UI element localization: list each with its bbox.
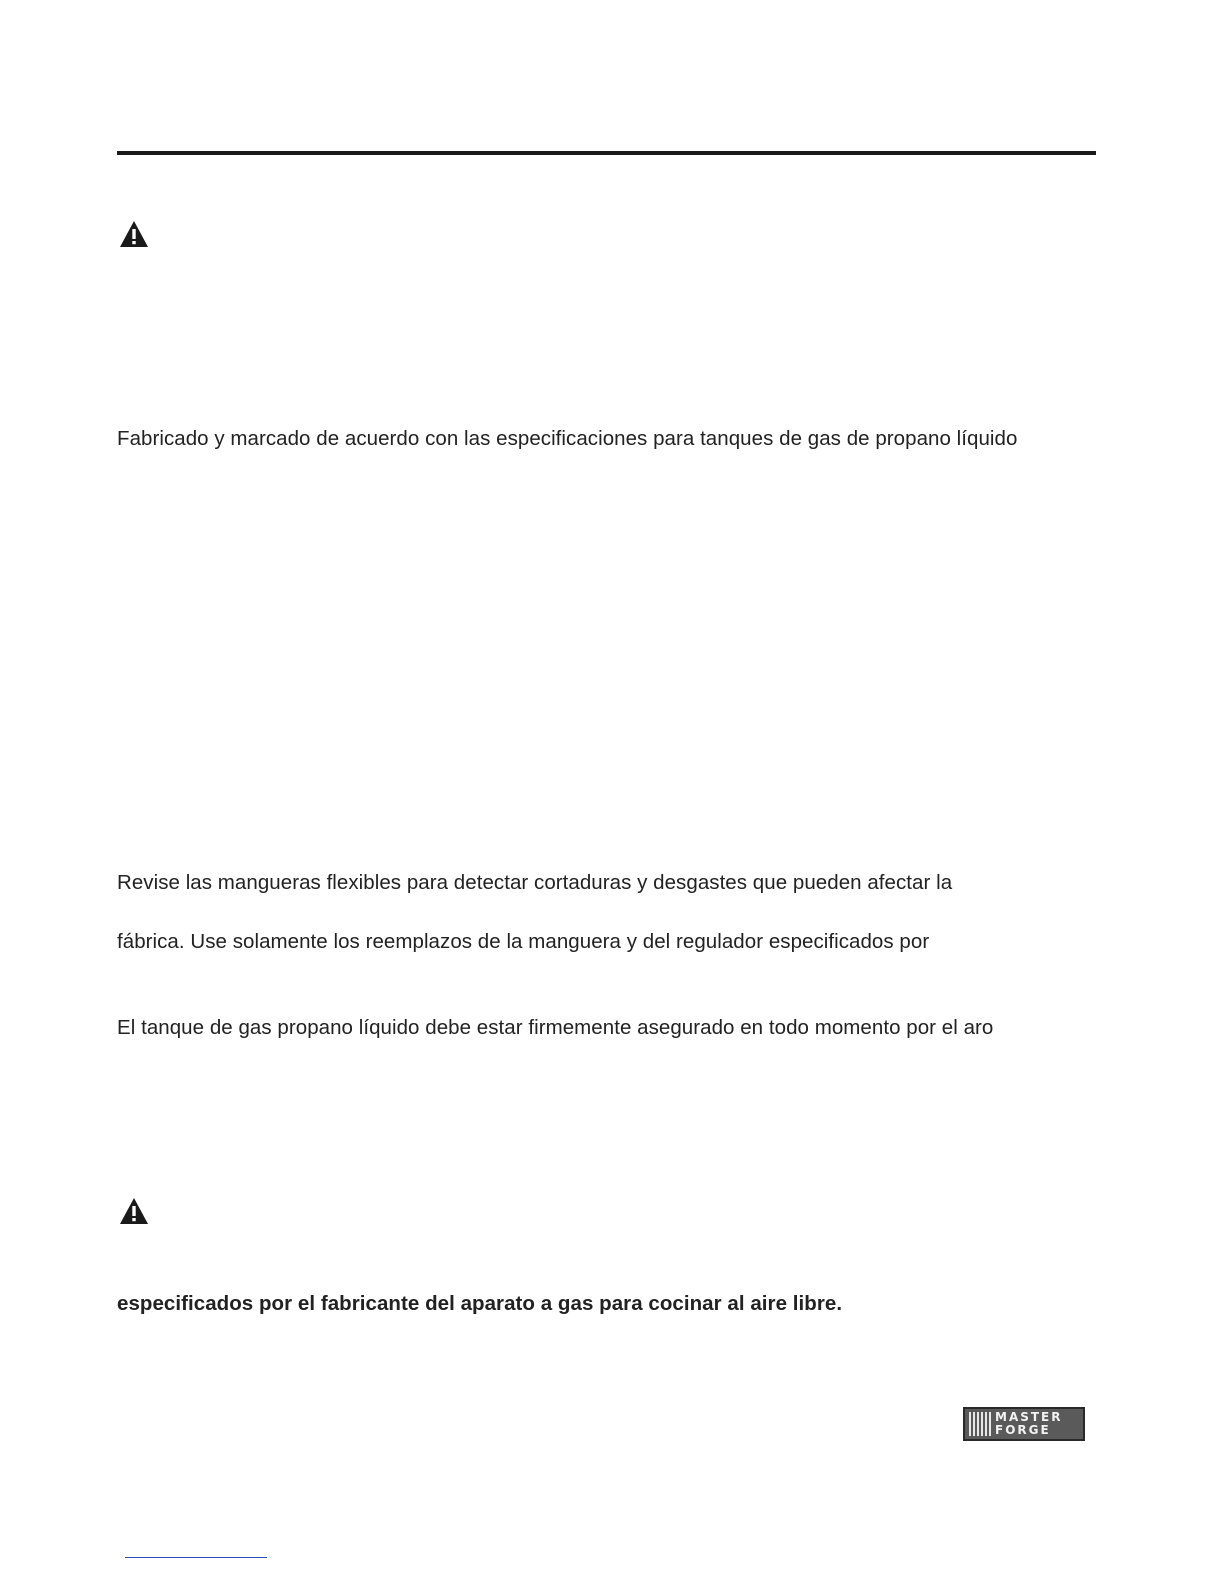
footer-link-underline[interactable] [125, 1557, 267, 1558]
paragraph-propane-tank-specs: Fabricado y marcado de acuerdo con las especificaciones para tanques de gas de propano líquido [117, 427, 1018, 450]
brand-mark-icon [969, 1412, 991, 1436]
paragraph-tank-secured: El tanque de gas propano líquido debe estar firmemente asegurado en todo momento por el aro [117, 1016, 994, 1039]
brand-line-2: FORGE [995, 1423, 1051, 1437]
warning-triangle-icon [119, 1197, 149, 1225]
paragraph-hose-inspection: Revise las mangueras flexibles para detectar cortaduras y desgastes que pueden afectar la [117, 871, 953, 894]
header-divider [117, 151, 1096, 155]
paragraph-manufacturer-specified: especificados por el fabricante del aparato a gas para cocinar al aire libre. [117, 1292, 843, 1315]
master-forge-logo [963, 1407, 1085, 1441]
paragraph-replacement-parts: fábrica. Use solamente los reemplazos de la manguera y del regulador especificados por [117, 930, 930, 953]
brand-line-1: MASTER [995, 1410, 1063, 1424]
warning-triangle-icon [119, 220, 149, 248]
